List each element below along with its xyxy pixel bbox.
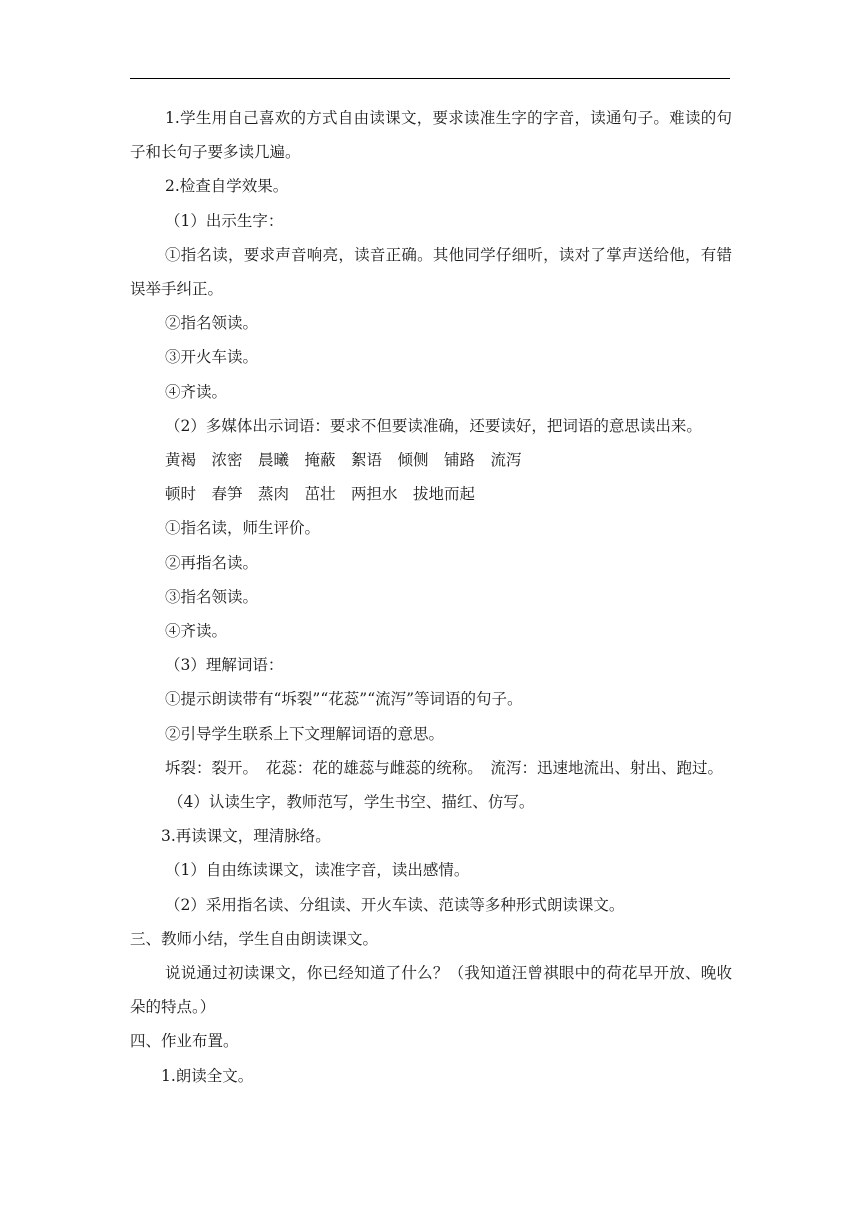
- list-item-various-forms: （2）采用指名读、分组读、开火车读、范读等多种形式朗读课文。: [165, 895, 625, 914]
- list-item-name-read-evaluate: ①指名读，师生评价。: [165, 519, 321, 538]
- section-heading-four: 四、作业布置。: [130, 1032, 239, 1051]
- vocabulary-row-1: 黄褐 浓密 晨曦 掩蔽 絮语 倾侧 铺路 流泻: [165, 451, 522, 470]
- paragraph-summary-question: 说说通过初读课文，你已经知道了什么？（我知道汪曾祺眼中的荷花早开放、晚收朵的特点。）: [130, 964, 732, 1017]
- subheading-show-words: （2）多媒体出示词语：要求不但要读准确，还要读好，把词语的意思读出来。: [165, 416, 702, 435]
- header-rule: [130, 78, 730, 79]
- subheading-understand-words: （3）理解词语：: [165, 656, 284, 675]
- document-body: [130, 101, 732, 1093]
- list-item-train-read: ③开火车读。: [165, 348, 259, 367]
- paragraph-step-2: 2.检查自学效果。: [165, 177, 289, 196]
- list-item-name-lead-read: ③指名领读。: [165, 587, 259, 606]
- paragraph-step-1: 1.学生用自己喜欢的方式自由读课文，要求读准生字的字音，读通句子。难读的句子和长句子要多读几遍。: [130, 109, 732, 162]
- subheading-show-characters: （1）出示生字：: [165, 211, 284, 230]
- list-item-free-practice: （1）自由练读课文，读准字音，读出感情。: [165, 861, 470, 880]
- subheading-recognize-write: （4）认读生字，教师范写，学生书空、描红、仿写。: [168, 793, 535, 812]
- word-definitions: 坼裂：裂开。 花蕊：花的雄蕊与雌蕊的统称。 流泻：迅速地流出、射出、跑过。: [165, 758, 724, 777]
- paragraph-homework-1: 1.朗读全文。: [161, 1066, 254, 1085]
- list-item-name-read-again: ②再指名读。: [165, 553, 259, 572]
- list-item-name-read: ①指名读，要求声音响亮，读音正确。其他同学仔细听，读对了掌声送给他，有错误举手纠正。: [130, 245, 732, 299]
- list-item-lead-read: ②指名领读。: [165, 314, 259, 333]
- list-item-chorus-read: ④齐读。: [165, 382, 228, 401]
- paragraph-step-3: 3.再读课文，理清脉络。: [161, 827, 331, 846]
- list-item-chorus-read-2: ④齐读。: [165, 622, 228, 641]
- list-item-hint-read: ①提示朗读带有“坼裂”“花蕊”“流泻”等词语的句子。: [165, 690, 523, 709]
- list-item-guide-context: ②引导学生联系上下文理解词语的意思。: [165, 724, 445, 743]
- section-heading-three: 三、教师小结，学生自由朗读课文。: [130, 929, 379, 948]
- vocabulary-row-2: 顿时 春笋 蒸肉 茁壮 两担水 拔地而起: [165, 485, 476, 504]
